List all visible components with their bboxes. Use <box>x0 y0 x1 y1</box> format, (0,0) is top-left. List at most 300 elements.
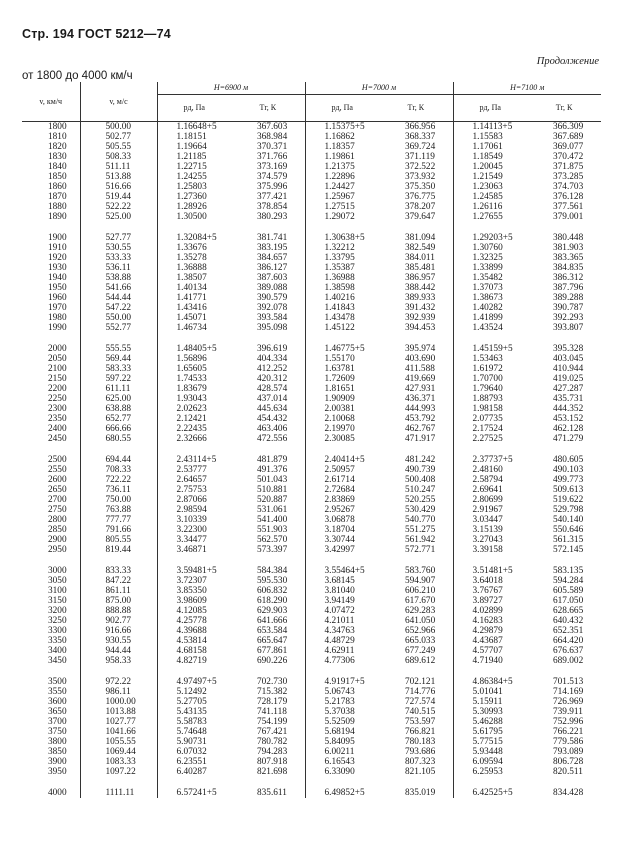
table-cell: 617.670 <box>405 596 436 606</box>
table-cell: 1.18151 <box>176 132 207 142</box>
table-cell: 753.597 <box>405 717 436 727</box>
table-cell: 821.105 <box>405 767 436 777</box>
gap-cell <box>157 555 231 566</box>
table-cell: 1055.55 <box>80 737 157 747</box>
table-cell: 1.81651 <box>305 384 379 394</box>
col-header-pd: pд, Па <box>305 95 379 122</box>
table-cell: 379.647 <box>405 212 436 222</box>
table-row <box>22 717 601 727</box>
table-cell: 541.66 <box>80 283 157 293</box>
table-cell: 525.00 <box>80 212 157 222</box>
table-cell: 930.55 <box>80 636 157 646</box>
table-cell: 3100 <box>22 586 80 596</box>
table-cell: 986.11 <box>80 687 157 697</box>
table-cell: 1.46775+5 <box>305 344 379 354</box>
table-cell: 666.66 <box>80 424 157 434</box>
table-cell: 3.94149 <box>305 596 379 606</box>
table-cell: 378.854 <box>257 202 288 212</box>
table-cell: 1.41771 <box>176 293 207 303</box>
table-cell: 389.288 <box>553 293 584 303</box>
table-cell: 1.36888 <box>176 263 207 273</box>
table-cell: 386.127 <box>257 263 288 273</box>
table-cell: 4.71940 <box>453 656 527 666</box>
table-cell: 606.210 <box>405 586 436 596</box>
table-row <box>22 313 601 323</box>
table-cell: 393.584 <box>257 313 288 323</box>
table-cell: 4.43687 <box>453 636 527 646</box>
table-cell: 6.57241+5 <box>176 788 217 798</box>
table-cell: 1850 <box>22 172 80 182</box>
table-cell: 1.21549 <box>453 172 527 182</box>
table-cell: 1.74533 <box>176 374 207 384</box>
table-cell: 1.25803 <box>176 182 207 192</box>
table-cell: 5.01041 <box>453 687 527 697</box>
table-cell: 888.88 <box>80 606 157 616</box>
gap-cell <box>305 444 379 455</box>
table-cell: 511.11 <box>80 162 157 172</box>
table-cell: 835.019 <box>405 788 436 798</box>
table-cell: 750.00 <box>80 495 157 505</box>
table-cell: 462.128 <box>553 424 584 434</box>
table-cell: 777.77 <box>80 515 157 525</box>
table-cell: 390.579 <box>257 293 288 303</box>
gap-cell <box>527 555 601 566</box>
table-row <box>22 253 601 263</box>
table-cell: 1.98158 <box>453 404 527 414</box>
table-cell: 715.382 <box>257 687 288 697</box>
table-cell: 519.44 <box>80 192 157 202</box>
table-cell: 1.45071 <box>176 313 207 323</box>
gap-cell <box>231 333 305 344</box>
table-cell: 366.956 <box>405 122 436 132</box>
table-cell: 530.429 <box>405 505 436 515</box>
gap-cell <box>305 666 379 677</box>
table-cell: 819.44 <box>80 545 157 555</box>
table-cell: 1.30500 <box>176 212 207 222</box>
table-cell: 435.731 <box>553 394 584 404</box>
table-cell: 1.17061 <box>453 142 527 152</box>
table-cell: 1940 <box>22 273 80 283</box>
table-cell: 1800 <box>22 122 80 133</box>
table-cell: 370.472 <box>553 152 584 162</box>
table-cell: 392.078 <box>257 303 288 313</box>
table-cell: 372.522 <box>405 162 436 172</box>
table-row <box>22 182 601 192</box>
table-cell: 383.195 <box>257 243 288 253</box>
table-cell: 597.22 <box>80 374 157 384</box>
table-cell: 1.45159+5 <box>453 344 527 354</box>
table-cell: 403.690 <box>405 354 436 364</box>
table-cell: 1.27655 <box>453 212 527 222</box>
gap-cell <box>453 555 527 566</box>
table-row <box>22 263 601 273</box>
col-header-pd: pд, Па <box>157 95 231 122</box>
table-cell: 1000.00 <box>80 697 157 707</box>
table-cell: 391.432 <box>405 303 436 313</box>
col-header-tg: Tг, К <box>231 95 305 122</box>
table-cell: 394.453 <box>405 323 436 333</box>
table-cell: 875.00 <box>80 596 157 606</box>
table-cell: 1.63781 <box>305 364 379 374</box>
table-cell: 6.16543 <box>305 757 379 767</box>
table-cell: 752.996 <box>553 717 584 727</box>
table-cell: 1.16648+5 <box>176 122 217 132</box>
table-cell: 611.11 <box>80 384 157 394</box>
col-header-pd: pд, Па <box>453 95 527 122</box>
table-row <box>22 283 601 293</box>
table-cell: 5.52509 <box>305 717 379 727</box>
table-cell: 3750 <box>22 727 80 737</box>
table-cell: 501.043 <box>257 475 288 485</box>
table-cell: 1.33899 <box>453 263 527 273</box>
gap-cell <box>527 222 601 233</box>
table-row <box>22 142 601 152</box>
table-cell: 2.19970 <box>305 424 379 434</box>
table-cell: 2.83869 <box>305 495 379 505</box>
table-cell: 2.00381 <box>305 404 379 414</box>
table-row <box>22 243 601 253</box>
table-cell: 690.226 <box>257 656 288 666</box>
table-cell: 5.90731 <box>176 737 207 747</box>
table-cell: 3350 <box>22 636 80 646</box>
table-cell: 4.16283 <box>453 616 527 626</box>
table-cell: 4.97497+5 <box>176 677 217 687</box>
table-cell: 3.06878 <box>305 515 379 525</box>
table-cell: 702.121 <box>405 677 436 687</box>
table-cell: 763.88 <box>80 505 157 515</box>
table-cell: 2950 <box>22 545 80 555</box>
table-cell: 5.12492 <box>176 687 207 697</box>
table-cell: 427.287 <box>553 384 584 394</box>
table-cell: 1.55170 <box>305 354 379 364</box>
table-cell: 389.933 <box>405 293 436 303</box>
table-cell: 1.22715 <box>176 162 207 172</box>
table-row <box>22 788 601 798</box>
gap-cell <box>453 222 527 233</box>
table-cell: 2.37737+5 <box>453 455 527 465</box>
table-row <box>22 485 601 495</box>
table-cell: 519.622 <box>553 495 584 505</box>
table-cell: 2.40414+5 <box>305 455 379 465</box>
table-cell: 544.44 <box>80 293 157 303</box>
table-cell: 1860 <box>22 182 80 192</box>
table-cell: 3500 <box>22 677 80 687</box>
table-cell: 3.59481+5 <box>176 566 217 576</box>
table-cell: 665.033 <box>405 636 436 646</box>
table-cell: 689.612 <box>405 656 436 666</box>
table-cell: 1.41899 <box>453 313 527 323</box>
table-cell: 370.371 <box>257 142 288 152</box>
table-cell: 741.118 <box>257 707 287 717</box>
table-cell: 1.27515 <box>305 202 379 212</box>
table-cell: 820.511 <box>553 767 583 777</box>
table-cell: 1069.44 <box>80 747 157 757</box>
table-cell: 606.832 <box>257 586 288 596</box>
table-cell: 3150 <box>22 596 80 606</box>
table-cell: 1.24585 <box>453 192 527 202</box>
table-cell: 1830 <box>22 152 80 162</box>
table-row <box>22 233 601 243</box>
table-cell: 2.58794 <box>453 475 527 485</box>
table-cell: 791.66 <box>80 525 157 535</box>
table-cell: 410.944 <box>553 364 584 374</box>
continued-label: Продолжение <box>536 56 599 67</box>
table-cell: 373.932 <box>405 172 436 182</box>
table-cell: 2.48160 <box>453 465 527 475</box>
table-cell: 1.24427 <box>305 182 379 192</box>
table-cell: 1097.22 <box>80 767 157 777</box>
table-row <box>22 364 601 374</box>
table-row <box>22 273 601 283</box>
table-cell: 2.64657 <box>176 475 207 485</box>
table-row <box>22 354 601 364</box>
table-row <box>22 656 601 666</box>
table-cell: 367.603 <box>257 122 288 132</box>
table-cell: 2.22435 <box>176 424 207 434</box>
table-cell: 3300 <box>22 626 80 636</box>
table-cell: 1013.88 <box>80 707 157 717</box>
table-cell: 2.30085 <box>305 434 379 444</box>
table-cell: 5.84095 <box>305 737 379 747</box>
table-cell: 2450 <box>22 434 80 444</box>
table-cell: 1.40282 <box>453 303 527 313</box>
table-row <box>22 586 601 596</box>
table-cell: 471.917 <box>405 434 436 444</box>
table-cell: 641.050 <box>405 616 436 626</box>
table-cell: 6.33090 <box>305 767 379 777</box>
table-cell: 3700 <box>22 717 80 727</box>
table-row <box>22 677 601 687</box>
table-cell: 653.584 <box>257 626 288 636</box>
table-cell: 2.69641 <box>453 485 527 495</box>
table-cell: 381.094 <box>405 233 436 243</box>
table-cell: 3450 <box>22 656 80 666</box>
gap-cell <box>157 222 231 233</box>
table-row <box>22 626 601 636</box>
table-cell: 3650 <box>22 707 80 717</box>
gap-cell <box>379 555 453 566</box>
table-cell: 527.77 <box>80 233 157 243</box>
table-cell: 736.11 <box>80 485 157 495</box>
table-row <box>22 495 601 505</box>
table-cell: 1.32084+5 <box>176 233 217 243</box>
table-cell: 583.760 <box>405 566 436 576</box>
table-cell: 807.323 <box>405 757 436 767</box>
table-cell: 550.646 <box>553 525 584 535</box>
table-cell: 3.22300 <box>176 525 207 535</box>
table-cell: 3.27043 <box>453 535 527 545</box>
table-cell: 664.420 <box>553 636 584 646</box>
table-cell: 4.77306 <box>305 656 379 666</box>
table-cell: 916.66 <box>80 626 157 636</box>
table-cell: 2.61714 <box>305 475 379 485</box>
block-gap <box>22 444 601 455</box>
table-row <box>22 172 601 182</box>
table-cell: 1.14113+5 <box>453 122 527 133</box>
table-cell: 490.103 <box>553 465 584 475</box>
table-cell: 2.50957 <box>305 465 379 475</box>
table-cell: 1.19861 <box>305 152 379 162</box>
table-cell: 3800 <box>22 737 80 747</box>
table-cell: 3.51481+5 <box>453 566 527 576</box>
table-cell: 1.30760 <box>453 243 527 253</box>
table-cell: 403.045 <box>553 354 584 364</box>
table-cell: 1.53463 <box>453 354 527 364</box>
table-cell: 727.574 <box>405 697 436 707</box>
table-cell: 3950 <box>22 767 80 777</box>
table-cell: 419.669 <box>405 374 436 384</box>
gap-cell <box>305 333 379 344</box>
table-cell: 508.33 <box>80 152 157 162</box>
table-cell: 369.724 <box>405 142 436 152</box>
table-cell: 4.48729 <box>305 636 379 646</box>
table-row <box>22 152 601 162</box>
table-cell: 2700 <box>22 495 80 505</box>
table-cell: 2500 <box>22 455 80 465</box>
table-cell: 2800 <box>22 515 80 525</box>
table-cell: 393.807 <box>553 323 584 333</box>
table-cell: 371.875 <box>553 162 584 172</box>
table-cell: 714.169 <box>553 687 584 697</box>
table-cell: 2.80699 <box>453 495 527 505</box>
gap-cell <box>22 777 80 788</box>
col-header-v-kmh: v, км/ч <box>22 82 80 122</box>
table-cell: 4.25778 <box>176 616 207 626</box>
table-cell: 437.014 <box>257 394 288 404</box>
table-cell: 520.255 <box>405 495 436 505</box>
table-row <box>22 505 601 515</box>
table-row <box>22 212 601 222</box>
altitude-header: H=6900 м <box>157 82 305 95</box>
table-cell: 395.974 <box>405 344 436 354</box>
table-cell: 428.574 <box>257 384 288 394</box>
table-cell: 380.448 <box>553 233 584 243</box>
table-row <box>22 566 601 576</box>
table-cell: 1.32212 <box>305 243 379 253</box>
table-cell: 481.242 <box>405 455 436 465</box>
table-cell: 381.903 <box>553 243 584 253</box>
table-cell: 728.179 <box>257 697 288 707</box>
table-cell: 387.603 <box>257 273 288 283</box>
table-cell: 387.796 <box>553 283 584 293</box>
table-cell: 6.42525+5 <box>453 788 527 798</box>
table-cell: 376.775 <box>405 192 436 202</box>
table-cell: 3050 <box>22 576 80 586</box>
table-cell: 5.93448 <box>453 747 527 757</box>
table-cell: 584.384 <box>257 566 288 576</box>
gap-cell <box>379 333 453 344</box>
table-row <box>22 687 601 697</box>
table-row <box>22 122 601 133</box>
table-cell: 5.74648 <box>176 727 207 737</box>
table-cell: 3.03447 <box>453 515 527 525</box>
table-cell: 1.21375 <box>305 162 379 172</box>
table-cell: 1810 <box>22 132 80 142</box>
table-cell: 1.36988 <box>305 273 379 283</box>
table-cell: 411.588 <box>405 364 435 374</box>
table-cell: 689.002 <box>553 656 584 666</box>
table-cell: 516.66 <box>80 182 157 192</box>
table-cell: 569.44 <box>80 354 157 364</box>
table-cell: 6.40287 <box>176 767 207 777</box>
gap-cell <box>527 666 601 677</box>
table-cell: 373.285 <box>553 172 584 182</box>
table-cell: 629.903 <box>257 606 288 616</box>
table-cell: 4.02899 <box>453 606 527 616</box>
table-cell: 1.29072 <box>305 212 379 222</box>
table-cell: 3.30744 <box>305 535 379 545</box>
table-cell: 471.279 <box>553 434 584 444</box>
table-cell: 2000 <box>22 344 80 354</box>
table-cell: 491.376 <box>257 465 288 475</box>
gap-cell <box>379 222 453 233</box>
table-cell: 3.98609 <box>176 596 207 606</box>
table-cell: 2200 <box>22 384 80 394</box>
table-cell: 652.966 <box>405 626 436 636</box>
table-cell: 531.061 <box>257 505 288 515</box>
table-cell: 1.72609 <box>305 374 379 384</box>
table-cell: 1.18549 <box>453 152 527 162</box>
table-row <box>22 192 601 202</box>
table-cell: 520.887 <box>257 495 288 505</box>
table-cell: 5.61795 <box>453 727 527 737</box>
table-cell: 1.15375+5 <box>305 122 379 133</box>
gap-cell <box>231 222 305 233</box>
table-cell: 834.428 <box>553 788 584 798</box>
gap-cell <box>379 666 453 677</box>
table-cell: 377.561 <box>553 202 584 212</box>
table-row <box>22 596 601 606</box>
table-cell: 395.328 <box>553 344 584 354</box>
table-cell: 384.657 <box>257 253 288 263</box>
table-cell: 551.275 <box>405 525 436 535</box>
table-cell: 509.613 <box>553 485 584 495</box>
block-gap <box>22 333 601 344</box>
table-cell: 1.45122 <box>305 323 379 333</box>
table-cell: 5.68194 <box>305 727 379 737</box>
table-row <box>22 202 601 212</box>
table-cell: 766.821 <box>405 727 436 737</box>
table-cell: 541.400 <box>257 515 288 525</box>
table-cell: 2.53777 <box>176 465 207 475</box>
gap-cell <box>305 222 379 233</box>
table-cell: 629.283 <box>405 606 436 616</box>
table-cell: 1900 <box>22 233 80 243</box>
table-cell: 1.27360 <box>176 192 207 202</box>
table-cell: 2.98594 <box>176 505 207 515</box>
table-cell: 652.351 <box>553 626 584 636</box>
table-cell: 3.85350 <box>176 586 207 596</box>
table-cell: 722.22 <box>80 475 157 485</box>
table-cell: 375.996 <box>257 182 288 192</box>
table-cell: 4.86384+5 <box>453 677 527 687</box>
table-cell: 5.58783 <box>176 717 207 727</box>
table-cell: 530.55 <box>80 243 157 253</box>
table-cell: 1.70700 <box>453 374 527 384</box>
table-row <box>22 162 601 172</box>
table-cell: 2.12421 <box>176 414 207 424</box>
table-cell: 3.64018 <box>453 576 527 586</box>
table-cell: 420.312 <box>257 374 288 384</box>
table-row <box>22 303 601 313</box>
table-row <box>22 697 601 707</box>
table-cell: 1.26116 <box>453 202 527 212</box>
table-cell: 3000 <box>22 566 80 576</box>
table-cell: 551.903 <box>257 525 288 535</box>
table-cell: 500.408 <box>405 475 436 485</box>
table-cell: 1.38507 <box>176 273 207 283</box>
block-gap <box>22 555 601 566</box>
